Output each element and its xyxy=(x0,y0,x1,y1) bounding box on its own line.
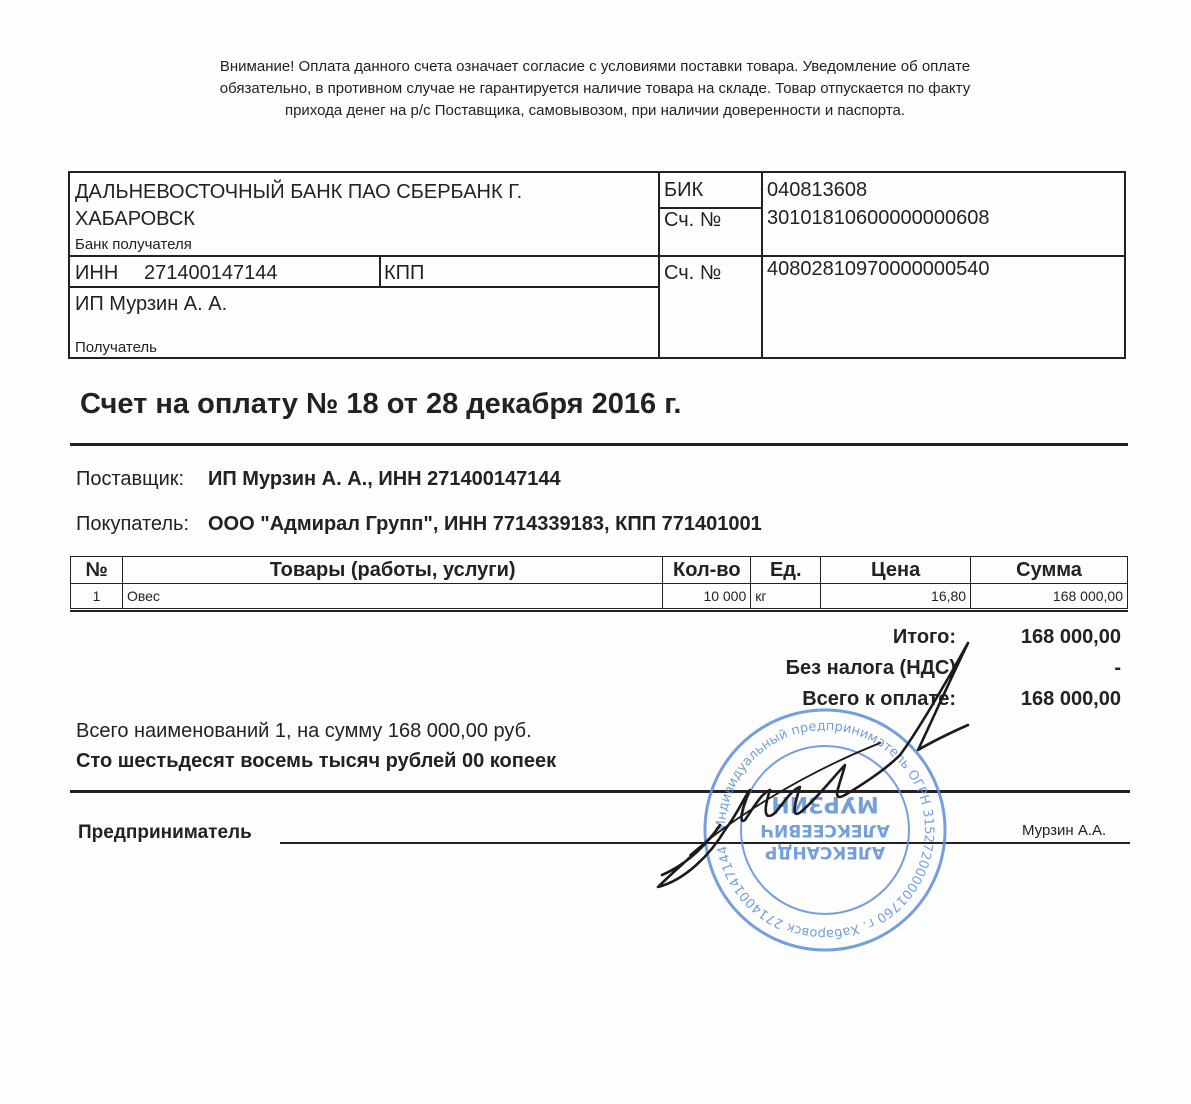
supplier-value: ИП Мурзин А. А., ИНН 271400147144 xyxy=(208,468,561,490)
col-name: Товары (работы, услуги) xyxy=(122,557,662,584)
row-num: 1 xyxy=(71,584,123,609)
signatory-role: Предприниматель xyxy=(78,822,252,843)
recipient-name: ИП Мурзин А. А. xyxy=(75,293,228,315)
corr-account-value: 30101810600000000608 xyxy=(767,207,990,229)
tax-label: Без налога (НДС) xyxy=(785,657,956,679)
title-divider xyxy=(70,443,1128,446)
col-qty: Кол-во xyxy=(663,557,751,584)
goods-header-row xyxy=(71,557,1128,584)
seal-center-text: МУРЗИН xyxy=(771,791,879,816)
col-num: № xyxy=(71,557,123,584)
row-qty: 10 000 xyxy=(663,584,751,609)
handwritten-signature-icon xyxy=(650,625,980,895)
buyer-value: ООО "Адмирал Групп", ИНН 7714339183, КПП 771401001 xyxy=(208,513,762,535)
seal-line: АЛЕКСЕЕВИЧ xyxy=(760,820,890,840)
row-sum: 168 000,00 xyxy=(971,584,1128,609)
notice-line: Внимание! Оплата данного счета означает согласие с условиями поставки товара. Уведомление об оплате xyxy=(219,58,971,75)
supplier-row xyxy=(76,468,561,491)
due-value: 168 000,00 xyxy=(1020,688,1121,710)
inn-label: ИНН xyxy=(75,262,119,284)
bank-details-table xyxy=(68,171,1126,359)
col-sum: Сумма xyxy=(971,557,1128,584)
row-unit: кг xyxy=(751,584,821,609)
kpp-label: КПП xyxy=(384,262,425,284)
seal-line: АЛЕКСАНДР xyxy=(764,842,886,862)
payment-notice xyxy=(120,56,1070,122)
goods-bottom-rule xyxy=(70,610,1128,612)
bank-label: Банк получателя xyxy=(75,236,192,253)
total-value: 168 000,00 xyxy=(1020,626,1121,648)
tax-value: - xyxy=(1114,657,1121,679)
seal-ring-text: Индивидуальный предприниматель ОГРН 315272000001760 г. Хабаровск 271400147144 xyxy=(713,718,937,942)
supplier-label: Поставщик: xyxy=(76,468,185,490)
col-price: Цена xyxy=(821,557,971,584)
recipient-label: Получатель xyxy=(75,339,157,356)
items-count-line: Всего наименований 1, на сумму 168 000,00 руб. xyxy=(76,720,532,742)
corr-account-label: Сч. № xyxy=(664,209,722,231)
row-name: Овес xyxy=(122,584,662,609)
signatory-name: Мурзин А.А. xyxy=(1022,822,1107,839)
due-label: Всего к оплате: xyxy=(802,688,956,710)
inn-value: 271400147144 xyxy=(144,262,278,284)
account-label: Сч. № xyxy=(664,262,722,284)
bik-label: БИК xyxy=(664,179,704,201)
total-label: Итого: xyxy=(892,626,956,648)
col-unit: Ед. xyxy=(751,557,821,584)
amount-in-words: Сто шестьдесят восемь тысяч рублей 00 копеек xyxy=(76,750,557,772)
row-price: 16,80 xyxy=(821,584,971,609)
notice-line: прихода денег на р/с Поставщика, самовывозом, при наличии доверенности и паспорта. xyxy=(284,102,906,119)
table-row xyxy=(71,584,1128,609)
bik-value: 040813608 xyxy=(767,179,868,201)
buyer-label: Покупатель: xyxy=(76,513,190,535)
notice-line: обязательно, в противном случае не гарантируется наличие товара на складе. Товар отпускается по факту xyxy=(219,80,971,97)
goods-table xyxy=(70,556,1128,609)
buyer-row xyxy=(76,513,762,536)
invoice-title: Счет на оплату № 18 от 28 декабря 2016 г. xyxy=(80,388,682,420)
bank-name: ДАЛЬНЕВОСТОЧНЫЙ БАНК ПАО СБЕРБАНК Г. ХАБАРОВСК xyxy=(75,181,523,230)
account-value: 40802810970000000540 xyxy=(767,258,990,280)
